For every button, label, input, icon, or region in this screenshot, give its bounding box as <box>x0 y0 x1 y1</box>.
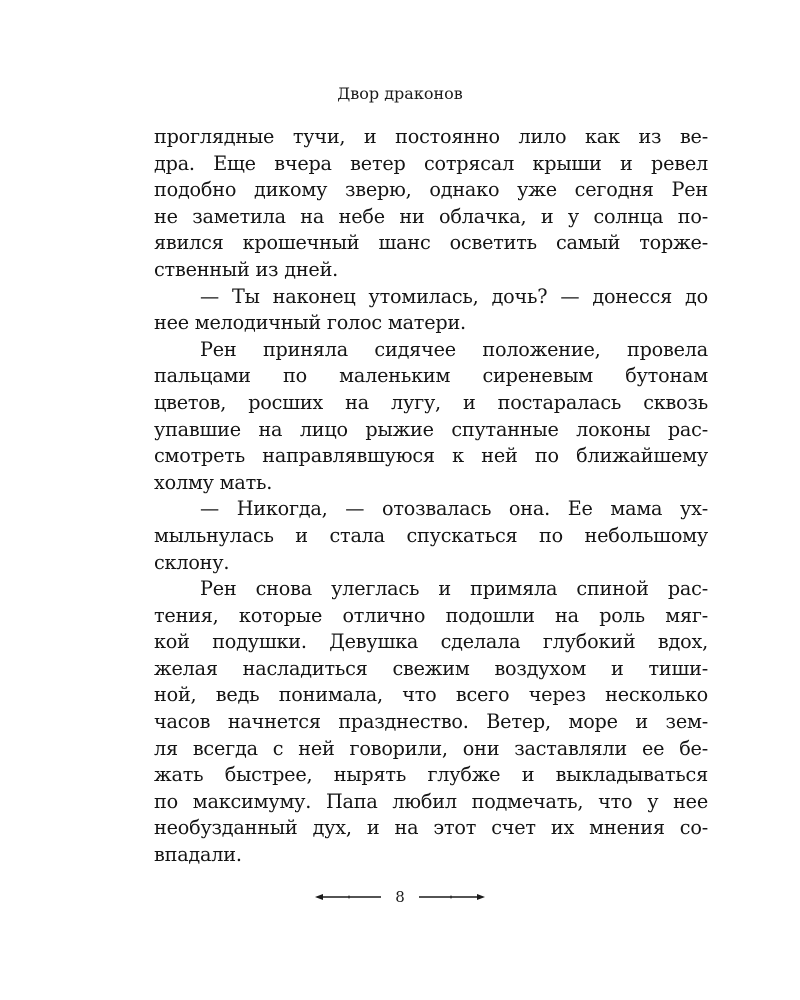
text-line: необузданный дух, и на этот счет их мнения со- <box>154 816 708 840</box>
text-line: ной, ведь понимала, что всего через несколько <box>154 683 708 707</box>
body-text <box>154 124 708 869</box>
text-line: впадали. <box>154 843 242 867</box>
text-line: Рен приняла сидячее положение, провела <box>200 337 708 361</box>
text-line: подобно дикому зверю, однако уже сегодня Рен <box>154 178 708 202</box>
text-line: ственный из дней. <box>154 257 339 281</box>
running-title: Двор драконов <box>337 84 463 103</box>
text-line: ля всегда с ней говорили, они заставляли ее бе- <box>154 736 708 760</box>
text-line: холму мать. <box>154 470 273 494</box>
text-line: склону. <box>154 550 230 574</box>
text-line: не заметила на небе ни облачка, и у солнца по- <box>154 204 708 228</box>
text-line: цветов, росших на лугу, и постаралась сквозь <box>154 390 708 414</box>
text-line: жать быстрее, нырять глубже и выкладываться <box>154 763 708 787</box>
text-line: проглядные тучи, и постоянно лило как из ве- <box>154 125 708 148</box>
text-line: кой подушки. Девушка сделала глубокий вдох, <box>154 630 708 654</box>
left-ornament-icon <box>315 892 381 902</box>
text-line: — Ты наконец утомилась, дочь? — донесся до <box>200 284 708 308</box>
page-number: 8 <box>395 888 405 906</box>
text-line: явился крошечный шанс осветить самый торже- <box>154 231 708 255</box>
text-line: часов начнется празднество. Ветер, море и зем- <box>154 710 708 734</box>
text-line: тения, которые отлично подошли на роль мяг- <box>154 603 708 627</box>
text-line: дра. Еще вчера ветер сотрясал крыши и ревел <box>154 151 708 175</box>
text-line: смотреть направлявшуюся к ней по ближайшему <box>154 444 708 468</box>
text-line: пальцами по маленьким сиреневым бутонам <box>154 364 708 388</box>
page-footer <box>0 887 800 907</box>
text-line: по максимуму. Папа любил подмечать, что у нее <box>154 789 708 813</box>
text-line: желая насладиться свежим воздухом и тиши- <box>154 656 708 680</box>
text-line: — Никогда, — отозвалась она. Ее мама ух- <box>200 497 708 521</box>
text-line: Рен снова улеглась и примяла спиной рас- <box>200 577 708 601</box>
text-line: мыльнулась и стала спускаться по небольшому <box>154 523 708 547</box>
text-line: нее мелодичный голос матери. <box>154 311 466 335</box>
right-ornament-icon <box>419 892 485 902</box>
text-line: упавшие на лицо рыжие спутанные локоны рас- <box>154 417 708 441</box>
